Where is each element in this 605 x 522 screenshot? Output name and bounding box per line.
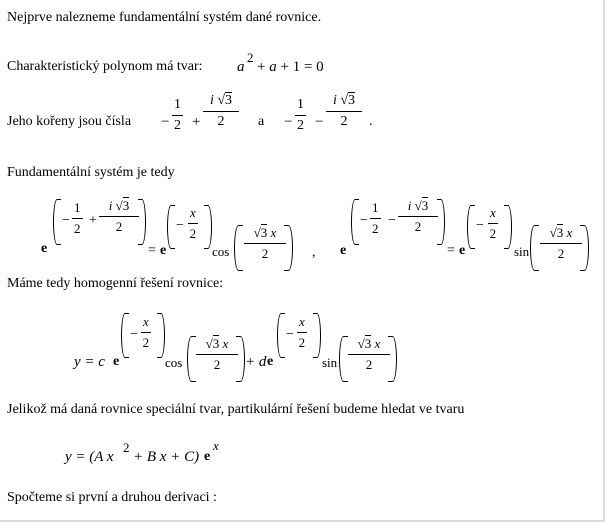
root2-frac-half: 1 2 bbox=[297, 97, 304, 133]
fund1-lparen2 bbox=[167, 205, 175, 249]
particular-label: Jelikož má daná rovnice speciální tvar, partikulární řešení budeme hledat ve tvaru bbox=[7, 402, 465, 417]
hom-cos-rparen bbox=[236, 336, 245, 382]
hom-lparen2 bbox=[277, 313, 285, 358]
roots-label: Jeho kořeny jsou čísla bbox=[7, 114, 132, 129]
poly-exponent: 2 bbox=[247, 50, 254, 65]
root2-minus2: − bbox=[315, 114, 324, 130]
hom-xhalf2: x 2 bbox=[298, 314, 306, 350]
fund2-e: e bbox=[340, 243, 347, 258]
part-e: e bbox=[204, 449, 211, 464]
hom-rparen2 bbox=[313, 313, 321, 358]
hom-minus1: − bbox=[130, 327, 138, 342]
fund2-e2: e bbox=[459, 243, 466, 258]
root2-minus: − bbox=[284, 114, 293, 130]
fund-system-label: Fundamentální systém je tedy bbox=[7, 165, 175, 180]
fund1-lparen bbox=[53, 199, 61, 245]
hom-cos-arg: √3 x 2 bbox=[196, 336, 238, 373]
hom-xhalf1: x 2 bbox=[142, 314, 150, 350]
root1-frac-half: 1 2 bbox=[174, 97, 181, 133]
hom-sin-arg: √3 x 2 bbox=[348, 336, 390, 373]
fund2-sin-rparen bbox=[580, 225, 589, 271]
fund1-rparen2 bbox=[204, 205, 212, 249]
part-ex-exp: x bbox=[213, 438, 219, 453]
poly-a: a bbox=[237, 59, 245, 75]
part-exp2: 2 bbox=[123, 440, 130, 455]
root1-frac-sqrt: i √3 2 bbox=[203, 93, 239, 130]
fund1-e: e bbox=[41, 241, 48, 256]
hom-e1: e bbox=[113, 354, 120, 369]
fund1-half: 1 2 bbox=[74, 200, 81, 236]
poly-a2: a bbox=[269, 59, 277, 75]
hom-cos-lparen bbox=[187, 336, 196, 382]
fund2-rparen bbox=[437, 199, 445, 245]
fund2-minus2: − bbox=[388, 213, 396, 228]
fund2-rparen2 bbox=[504, 205, 512, 249]
hom-e2: e bbox=[267, 354, 274, 369]
roots-and: a bbox=[258, 114, 265, 129]
poly-plus2: + bbox=[280, 59, 289, 75]
fund1-xhalf: x 2 bbox=[189, 205, 197, 241]
fund1-e2: e bbox=[160, 243, 167, 258]
fund2-sin: sin bbox=[514, 244, 530, 259]
hom-plus-d: + d bbox=[245, 354, 267, 370]
fund2-isqrt: i √3 2 bbox=[398, 198, 438, 235]
fund1-rparen bbox=[138, 199, 146, 245]
hom-lparen1 bbox=[121, 313, 129, 358]
intro-text: Nejprve nalezneme fundamentální systém dané rovnice. bbox=[7, 10, 322, 25]
fund1-cos-lparen bbox=[234, 225, 243, 271]
fund1-cos: cos bbox=[212, 244, 230, 259]
poly-rest: + a + 1 = 0 bbox=[257, 59, 324, 75]
hom-sin: sin bbox=[322, 355, 338, 370]
fund2-lparen bbox=[351, 199, 359, 245]
poly-eq: = bbox=[303, 59, 313, 75]
derivative-label: Spočteme si první a druhou derivaci : bbox=[7, 490, 217, 505]
poly-plus: + bbox=[257, 59, 266, 75]
fund2-eq: = bbox=[447, 243, 455, 258]
fund2-sin-arg: √3 x 2 bbox=[540, 225, 582, 262]
hom-rparen1 bbox=[157, 313, 165, 358]
fund2-lparen2 bbox=[467, 205, 475, 249]
fund1-cos-arg: √3 x 2 bbox=[244, 225, 286, 262]
part-rest: + B x + C) bbox=[133, 449, 200, 465]
root2-frac-sqrt: i √3 2 bbox=[326, 93, 362, 130]
fund2-half: 1 2 bbox=[372, 200, 379, 236]
root1-plus: + bbox=[192, 114, 201, 130]
homogeneous-label: Máme tedy homogenní řešení rovnice: bbox=[7, 276, 224, 291]
roots-end: . bbox=[369, 114, 373, 129]
fund2-minus3: − bbox=[476, 218, 484, 233]
fund1-plus: + bbox=[89, 213, 97, 228]
char-poly-label: Charakteristický polynom má tvar: bbox=[7, 59, 203, 74]
hom-sin-rparen bbox=[388, 336, 397, 382]
fund1-isqrt: i √3 2 bbox=[99, 198, 139, 235]
poly-one: 1 bbox=[292, 59, 301, 75]
fund1-minus2: − bbox=[176, 218, 184, 233]
fund1-minus: − bbox=[62, 213, 70, 228]
hom-y-c: y = c bbox=[74, 354, 105, 370]
fund1-eq: = bbox=[148, 243, 156, 258]
fund1-cos-rparen bbox=[284, 225, 293, 271]
part-y: y = (A x bbox=[65, 449, 114, 465]
fund2-xhalf: x 2 bbox=[489, 205, 497, 241]
fund2-sin-lparen bbox=[530, 225, 539, 271]
hom-cos: cos bbox=[165, 355, 183, 370]
fund2-minus: − bbox=[360, 213, 368, 228]
root1-minus: − bbox=[161, 114, 170, 130]
fund-separator: , bbox=[312, 245, 316, 260]
hom-sin-lparen bbox=[339, 336, 348, 382]
hom-minus2: − bbox=[286, 327, 294, 342]
